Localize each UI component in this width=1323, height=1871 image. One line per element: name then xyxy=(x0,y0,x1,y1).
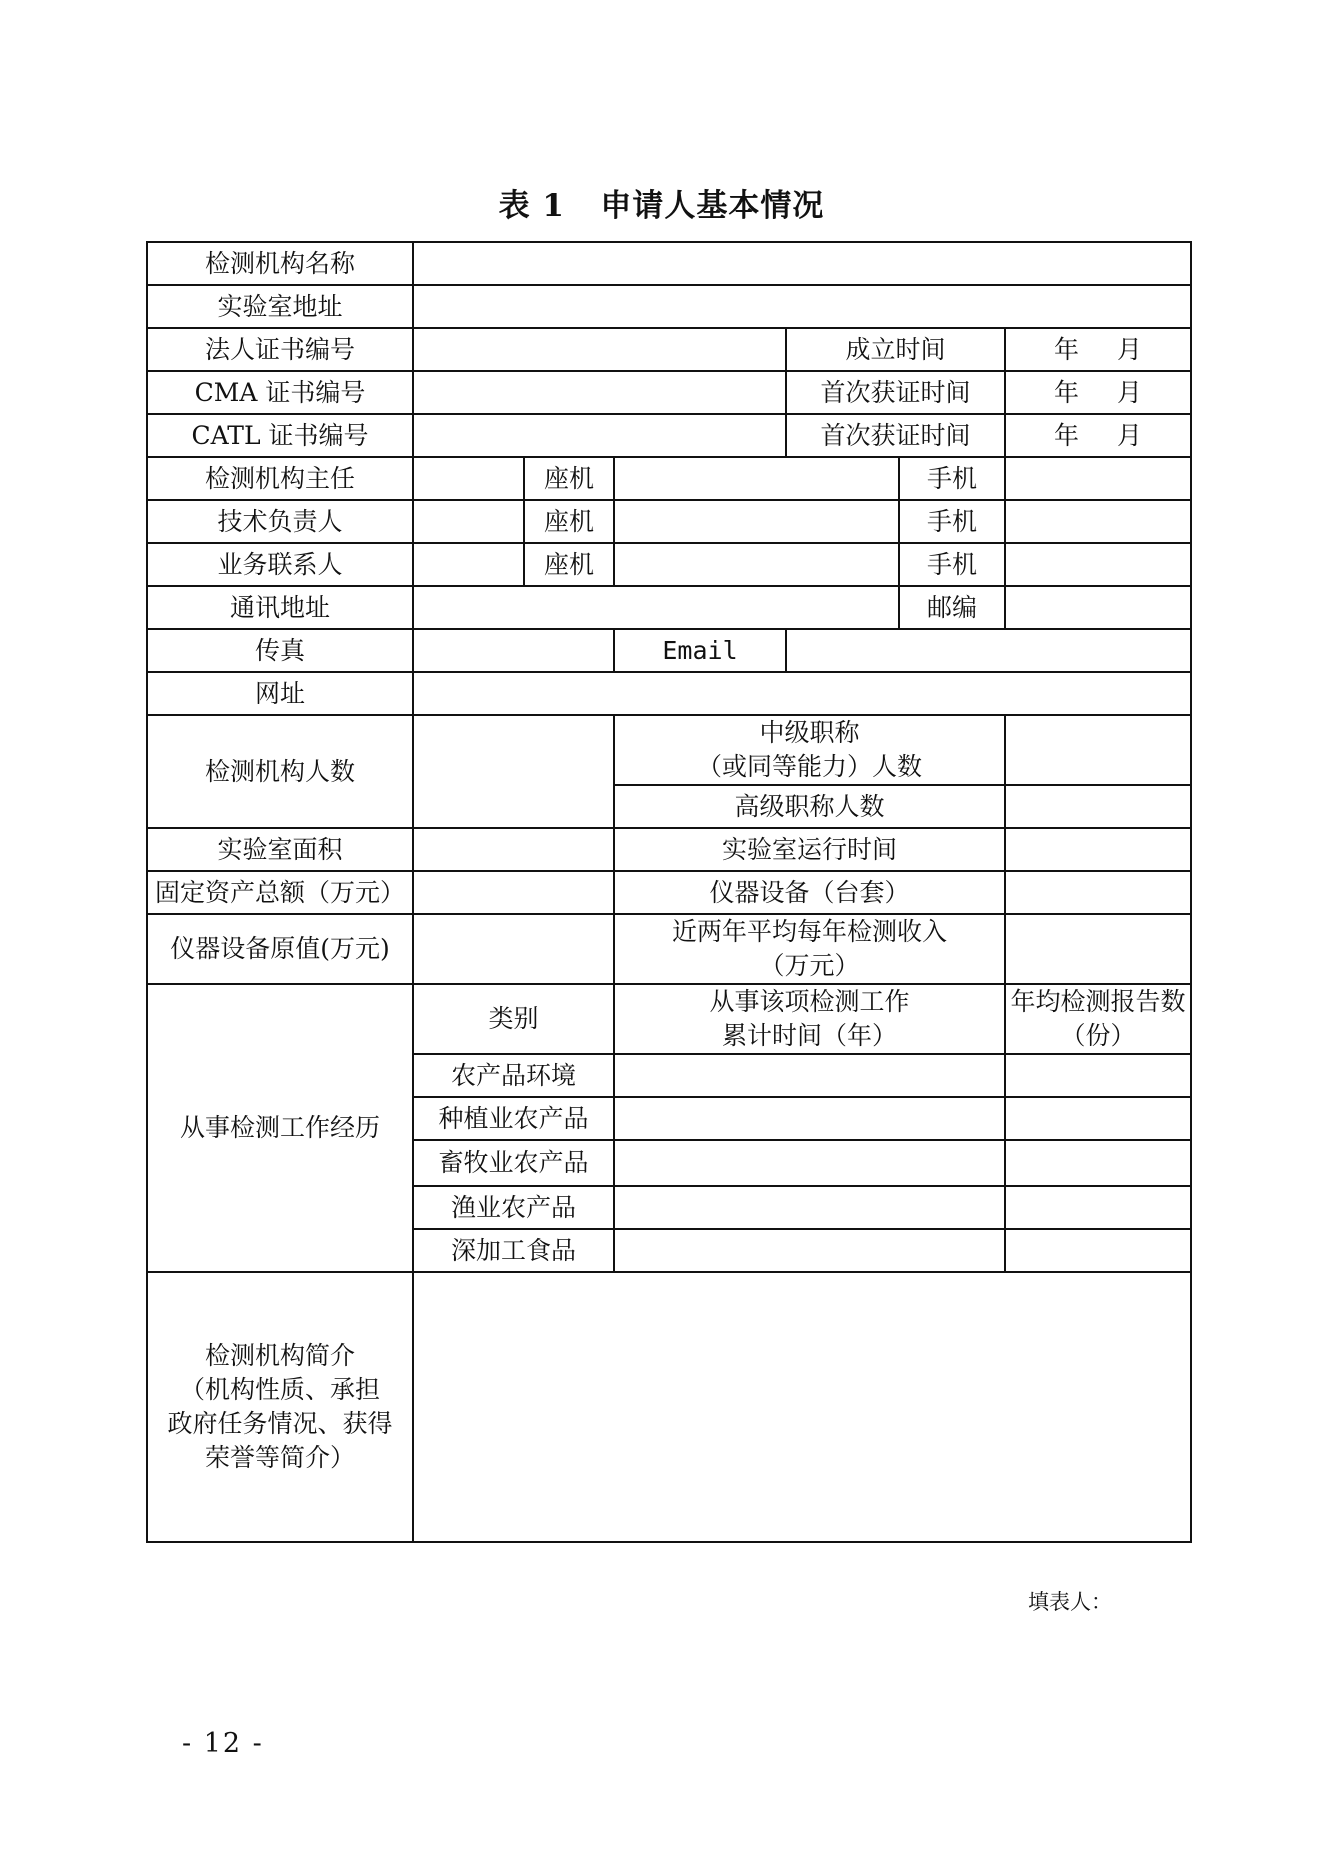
business-contact-mobile-field[interactable] xyxy=(1005,543,1191,586)
label-catl-cert-no: CATL 证书编号 xyxy=(147,414,413,457)
label-director: 检测机构主任 xyxy=(147,457,413,500)
cma-first-cert-year-month[interactable]: 年 月 xyxy=(1005,371,1191,414)
institution-name-field[interactable] xyxy=(413,242,1191,285)
lab-address-field[interactable] xyxy=(413,285,1191,328)
mid-title-count-field[interactable] xyxy=(1005,715,1191,785)
fixed-assets-field[interactable] xyxy=(413,871,614,914)
email-field[interactable] xyxy=(786,629,1191,672)
director-name-field[interactable] xyxy=(413,457,524,500)
table-row xyxy=(147,914,1191,984)
annual-reports-field[interactable] xyxy=(1005,1229,1191,1272)
label-lab-area: 实验室面积 xyxy=(147,828,413,871)
intro-line-1: 检测机构简介 xyxy=(204,1341,355,1370)
senior-title-count-field[interactable] xyxy=(1005,785,1191,828)
label-mail-address: 通讯地址 xyxy=(147,586,413,629)
label-instruments-count: 仪器设备（台套） xyxy=(614,871,1005,914)
label-instruments-value: 仪器设备原值(万元) xyxy=(147,914,413,984)
category-fishery-products: 渔业农产品 xyxy=(413,1186,614,1229)
institution-intro-field[interactable] xyxy=(413,1272,1191,1542)
category-livestock-products: 畜牧业农产品 xyxy=(413,1140,614,1186)
table-row xyxy=(147,715,1191,785)
category-ag-environment: 农产品环境 xyxy=(413,1054,614,1097)
business-contact-landline-field[interactable] xyxy=(614,543,899,586)
label-director-landline: 座机 xyxy=(524,457,614,500)
label-director-mobile: 手机 xyxy=(899,457,1005,500)
lab-area-field[interactable] xyxy=(413,828,614,871)
form-filler-label: 填表人： xyxy=(1028,1590,1112,1614)
cumulative-time-field[interactable] xyxy=(614,1186,1005,1229)
table-row xyxy=(147,586,1191,629)
table-row xyxy=(147,242,1191,285)
table-row xyxy=(147,543,1191,586)
intro-line-4: 荣誉等简介） xyxy=(204,1443,355,1472)
label-website: 网址 xyxy=(147,672,413,715)
applicant-info-table xyxy=(146,241,1192,1543)
table-row xyxy=(147,285,1191,328)
page-title xyxy=(0,180,1323,225)
avg-income-line-2: （万元） xyxy=(759,951,860,980)
table-row xyxy=(147,500,1191,543)
label-postcode: 邮编 xyxy=(899,586,1005,629)
label-business-contact: 业务联系人 xyxy=(147,543,413,586)
mid-title-line-1: 中级职称 xyxy=(759,718,860,747)
tech-lead-name-field[interactable] xyxy=(413,500,524,543)
label-email: Email xyxy=(614,629,786,672)
annual-reports-field[interactable] xyxy=(1005,1186,1191,1229)
avg-income-line-1: 近两年平均每年检测收入 xyxy=(671,917,947,946)
established-year-month[interactable]: 年 月 xyxy=(1005,328,1191,371)
catl-first-cert-year-month[interactable]: 年 月 xyxy=(1005,414,1191,457)
label-legal-cert-no: 法人证书编号 xyxy=(147,328,413,371)
label-tech-lead-mobile: 手机 xyxy=(899,500,1005,543)
cumulative-time-line-2: 累计时间（年） xyxy=(721,1021,897,1050)
staff-count-field[interactable] xyxy=(413,715,614,828)
label-staff-count: 检测机构人数 xyxy=(147,715,413,828)
label-senior-title-count: 高级职称人数 xyxy=(614,785,1005,828)
label-avg-income xyxy=(614,914,1005,984)
postcode-field[interactable] xyxy=(1005,586,1191,629)
director-mobile-field[interactable] xyxy=(1005,457,1191,500)
business-contact-name-field[interactable] xyxy=(413,543,524,586)
cumulative-time-field[interactable] xyxy=(614,1097,1005,1140)
mid-title-line-2: （或同等能力）人数 xyxy=(696,752,922,781)
table-row xyxy=(147,672,1191,715)
instruments-value-field[interactable] xyxy=(413,914,614,984)
table-row xyxy=(147,328,1191,371)
annual-reports-field[interactable] xyxy=(1005,1140,1191,1186)
avg-income-field[interactable] xyxy=(1005,914,1191,984)
catl-cert-no-field[interactable] xyxy=(413,414,786,457)
annual-reports-line-1: 年均检测报告数 xyxy=(1010,987,1186,1016)
legal-cert-no-field[interactable] xyxy=(413,328,786,371)
header-annual-reports xyxy=(1005,984,1191,1054)
tech-lead-mobile-field[interactable] xyxy=(1005,500,1191,543)
fax-field[interactable] xyxy=(413,629,614,672)
header-cumulative-time xyxy=(614,984,1005,1054)
lab-running-time-field[interactable] xyxy=(1005,828,1191,871)
instruments-count-field[interactable] xyxy=(1005,871,1191,914)
table-row xyxy=(147,371,1191,414)
intro-line-2: （机构性质、承担 xyxy=(179,1375,380,1404)
category-crop-products: 种植业农产品 xyxy=(413,1097,614,1140)
table-row xyxy=(147,871,1191,914)
table-row xyxy=(147,457,1191,500)
label-fax: 传真 xyxy=(147,629,413,672)
label-lab-running-time: 实验室运行时间 xyxy=(614,828,1005,871)
table-row xyxy=(147,984,1191,1054)
label-cma-first-cert-time: 首次获证时间 xyxy=(786,371,1005,414)
table-row xyxy=(147,414,1191,457)
label-institution-name: 检测机构名称 xyxy=(147,242,413,285)
label-tech-lead-landline: 座机 xyxy=(524,500,614,543)
cumulative-time-field[interactable] xyxy=(614,1054,1005,1097)
label-business-contact-landline: 座机 xyxy=(524,543,614,586)
label-experience: 从事检测工作经历 xyxy=(147,984,413,1272)
table-title-text: 申请人基本情况 xyxy=(600,188,825,224)
cumulative-time-line-1: 从事该项检测工作 xyxy=(709,987,910,1016)
page-number: - 12 - xyxy=(182,1728,264,1759)
table-number: 表 1 xyxy=(498,188,565,224)
director-landline-field[interactable] xyxy=(614,457,899,500)
mail-address-field[interactable] xyxy=(413,586,899,629)
label-tech-lead: 技术负责人 xyxy=(147,500,413,543)
label-cma-cert-no: CMA 证书编号 xyxy=(147,371,413,414)
label-fixed-assets: 固定资产总额（万元） xyxy=(147,871,413,914)
label-lab-address: 实验室地址 xyxy=(147,285,413,328)
intro-line-3: 政府任务情况、获得 xyxy=(167,1409,393,1438)
header-category: 类别 xyxy=(413,984,614,1054)
table-row xyxy=(147,629,1191,672)
table-row xyxy=(147,828,1191,871)
cumulative-time-field[interactable] xyxy=(614,1229,1005,1272)
annual-reports-line-2: （份） xyxy=(1060,1021,1136,1050)
website-field[interactable] xyxy=(413,672,1191,715)
annual-reports-field[interactable] xyxy=(1005,1054,1191,1097)
label-mid-title-count xyxy=(614,715,1005,785)
table-row xyxy=(147,1272,1191,1542)
label-institution-intro xyxy=(147,1272,413,1542)
category-processed-food: 深加工食品 xyxy=(413,1229,614,1272)
label-business-contact-mobile: 手机 xyxy=(899,543,1005,586)
cumulative-time-field[interactable] xyxy=(614,1140,1005,1186)
tech-lead-landline-field[interactable] xyxy=(614,500,899,543)
annual-reports-field[interactable] xyxy=(1005,1097,1191,1140)
label-catl-first-cert-time: 首次获证时间 xyxy=(786,414,1005,457)
cma-cert-no-field[interactable] xyxy=(413,371,786,414)
label-established-time: 成立时间 xyxy=(786,328,1005,371)
